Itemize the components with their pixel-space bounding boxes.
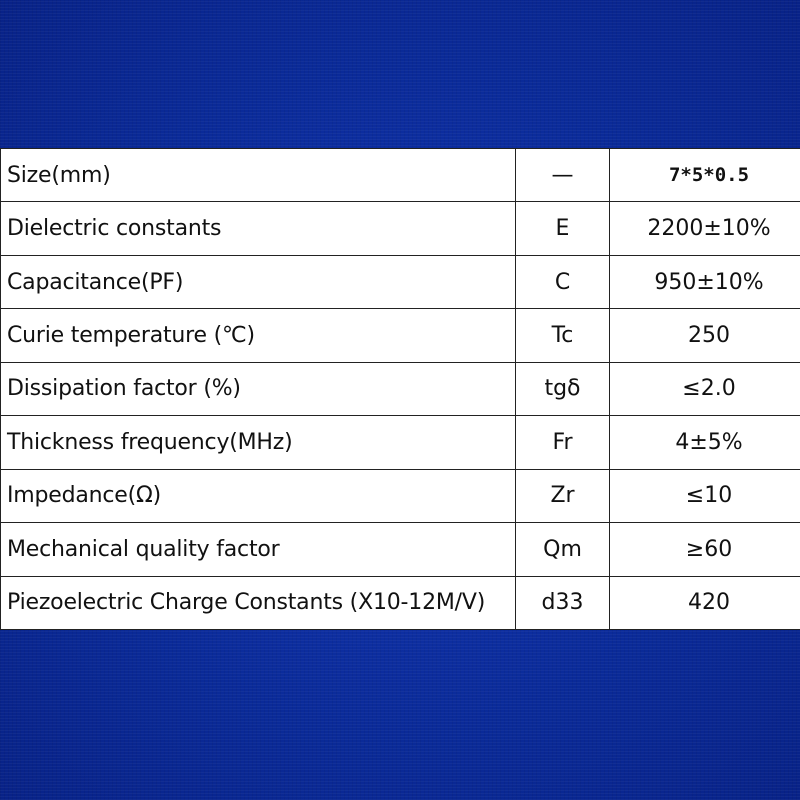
value-cell: 420: [610, 576, 800, 630]
value-cell: 250: [610, 309, 800, 362]
value-cell: 4±5%: [610, 416, 800, 469]
table-row: [1, 309, 800, 362]
parameter-cell: Curie temperature (℃): [1, 309, 516, 362]
value-cell: ≤2.0: [610, 362, 800, 415]
table-row: [1, 255, 800, 308]
parameter-cell: Size(mm): [1, 149, 516, 202]
table-row: [1, 202, 800, 255]
symbol-cell: Zr: [516, 469, 610, 522]
symbol-cell: d33: [516, 576, 610, 630]
value-cell: 2200±10%: [610, 202, 800, 255]
value-cell: ≤10: [610, 469, 800, 522]
table-row: [1, 149, 800, 202]
table-row: [1, 523, 800, 576]
value-cell: ≥60: [610, 523, 800, 576]
parameter-cell: Impedance(Ω): [1, 469, 516, 522]
symbol-cell: —: [516, 149, 610, 202]
symbol-cell: Tc: [516, 309, 610, 362]
parameter-cell: Capacitance(PF): [1, 255, 516, 308]
value-cell: 950±10%: [610, 255, 800, 308]
symbol-cell: tgδ: [516, 362, 610, 415]
table-row: [1, 362, 800, 415]
symbol-cell: Qm: [516, 523, 610, 576]
parameter-cell: Piezoelectric Charge Constants (X10-12M/V): [1, 576, 516, 630]
symbol-cell: E: [516, 202, 610, 255]
table-row: [1, 469, 800, 522]
table-row: [1, 576, 800, 630]
parameter-cell: Dielectric constants: [1, 202, 516, 255]
symbol-cell: C: [516, 255, 610, 308]
parameter-cell: Thickness frequency(MHz): [1, 416, 516, 469]
value-cell: 7*5*0.5: [610, 149, 800, 202]
specification-table: [0, 148, 800, 630]
symbol-cell: Fr: [516, 416, 610, 469]
table-row: [1, 416, 800, 469]
parameter-cell: Dissipation factor (%): [1, 362, 516, 415]
parameter-cell: Mechanical quality factor: [1, 523, 516, 576]
